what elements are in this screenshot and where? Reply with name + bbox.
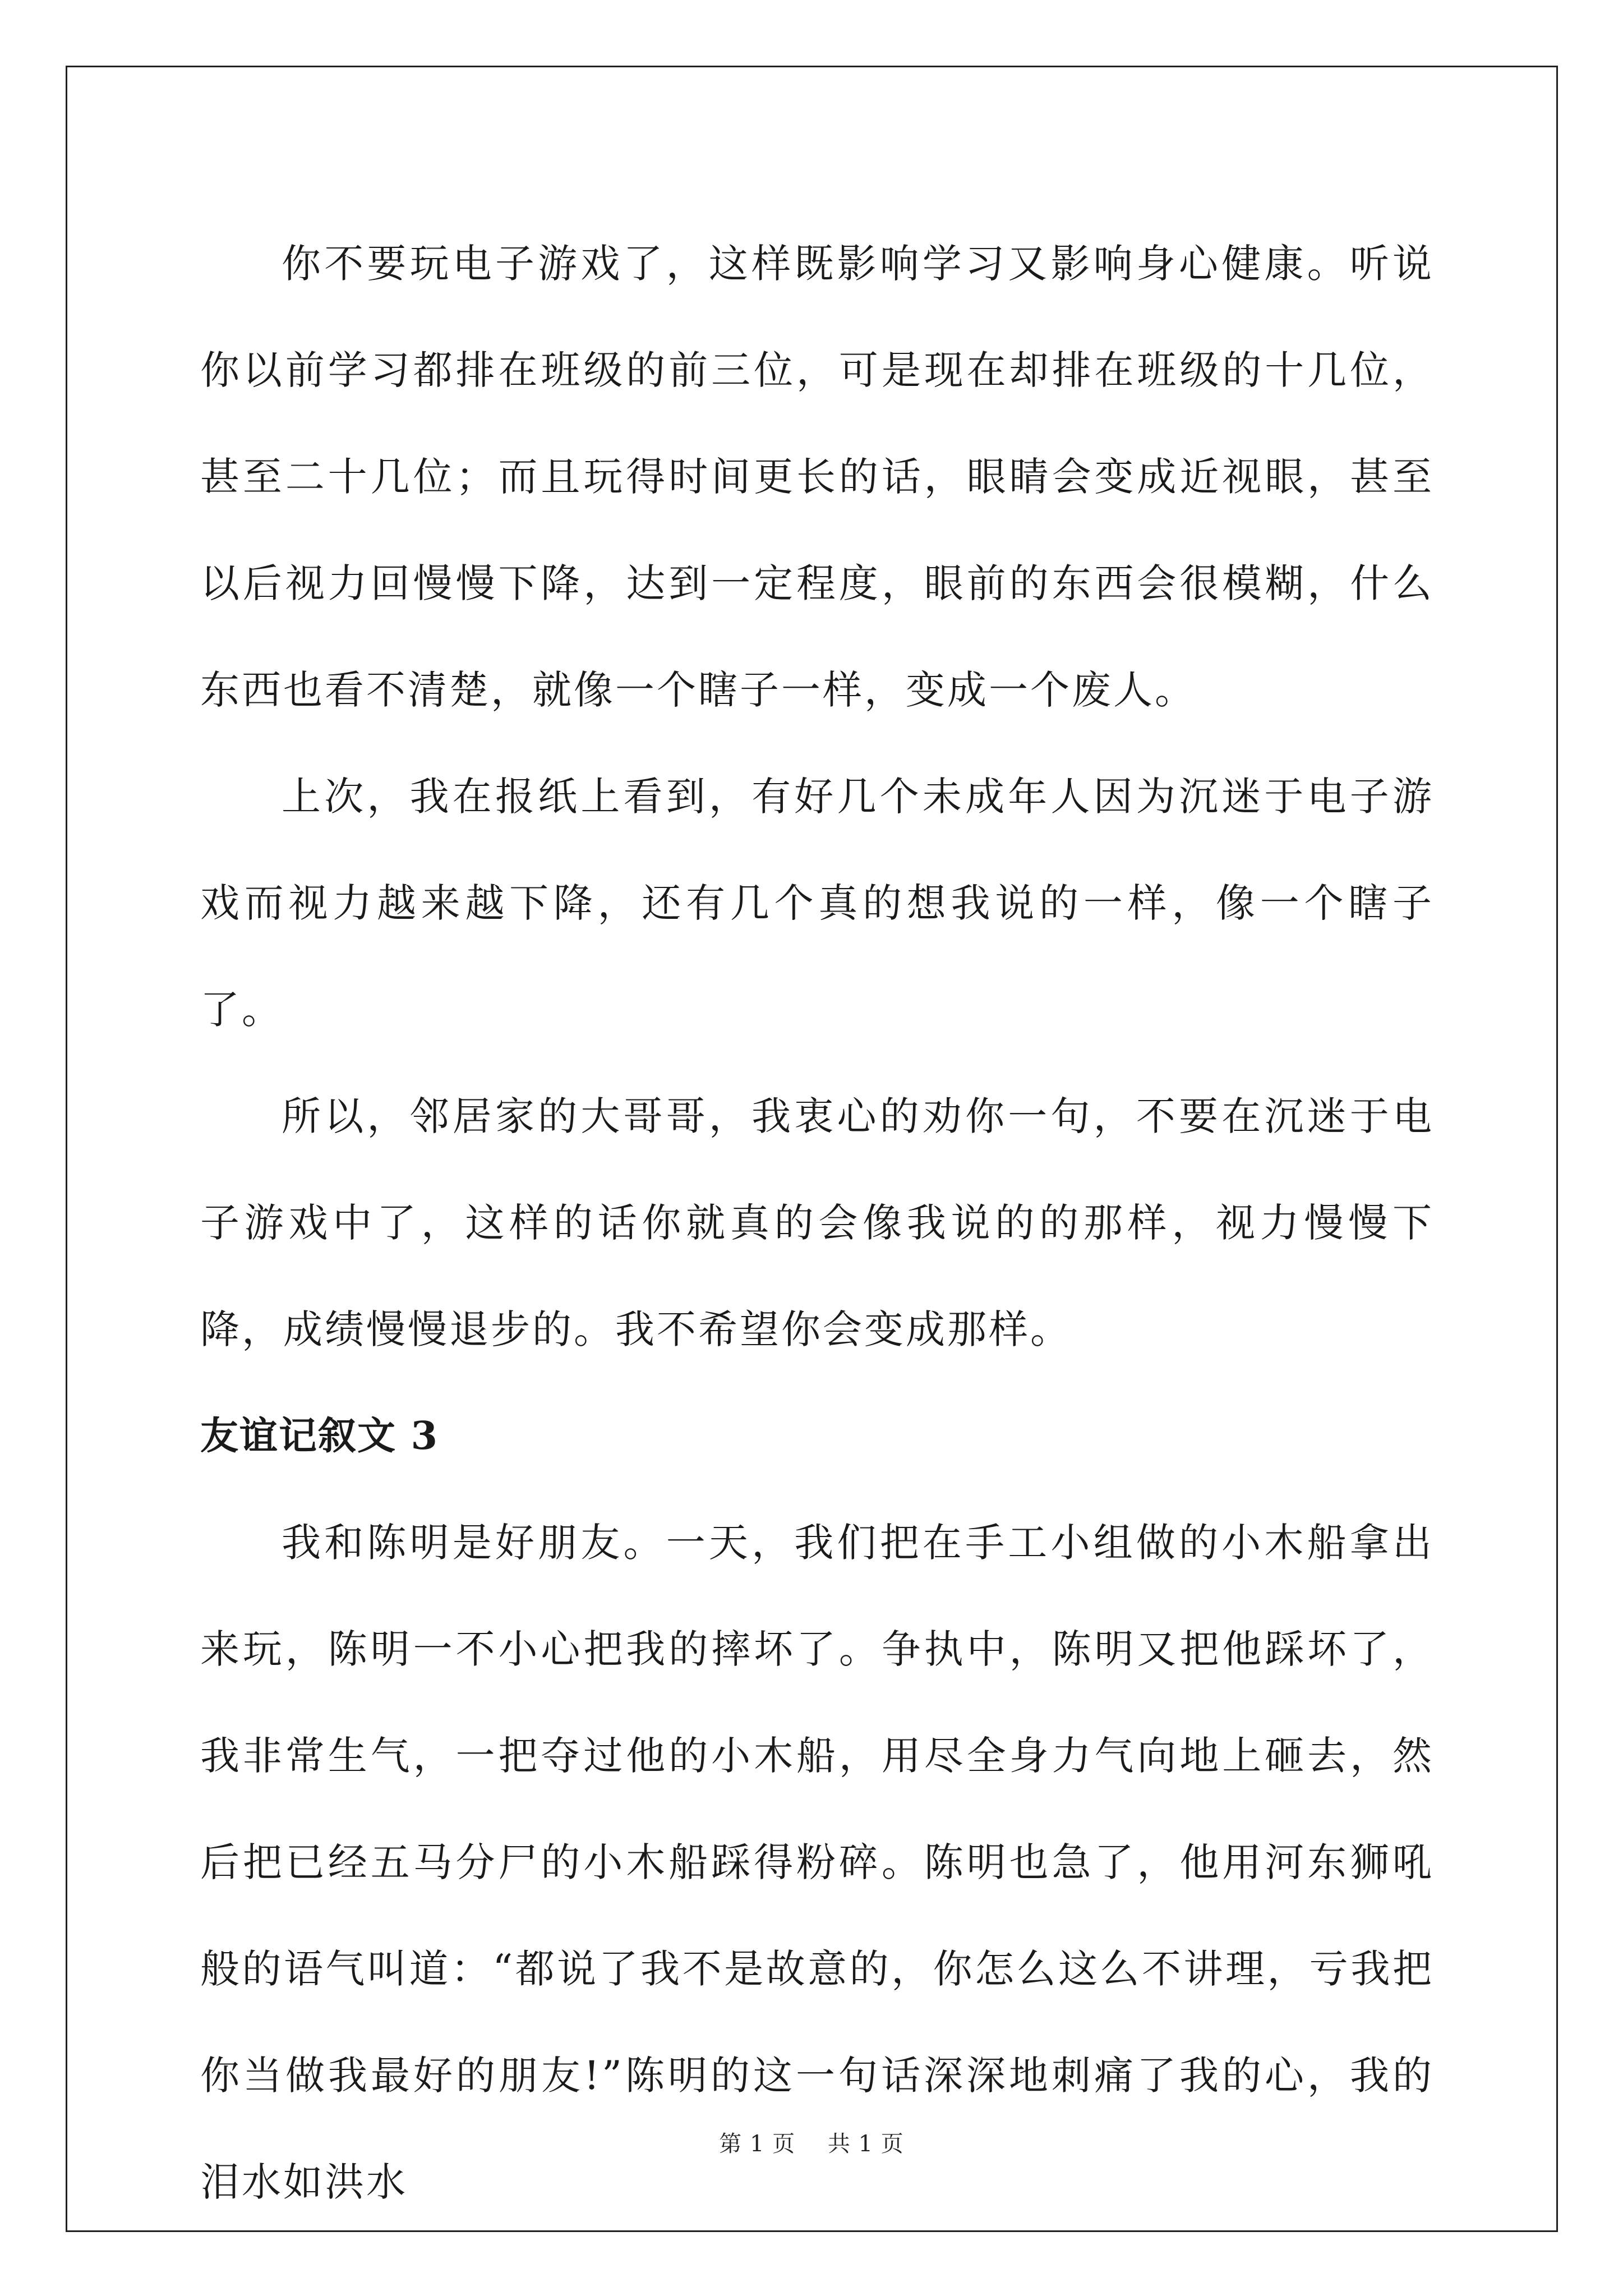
paragraph: 上次，我在报纸上看到，有好几个未成年人因为沉迷于电子游戏而视力越来越下降，还有几个真的想我说的一样，像一个瞎子了。 — [200, 774, 1434, 1033]
paragraph: 你不要玩电子游戏了，这样既影响学习又影响身心健康。听说你以前学习都排在班级的前三位，可是现在却排在班级的十几位，甚至二十几位；而且玩得时间更长的话，眼睛会变成近视眼，甚至以后视力回慢慢下降，达到一定程度，眼前的东西会很模糊，什么东西也看不清楚，就像一个瞎子一样，变成一个废人。 — [200, 241, 1434, 713]
paragraph: 所以，邻居家的大哥哥，我衷心的劝你一句，不要在沉迷于电子游戏中了，这样的话你就真的会像我说的的那样，视力慢慢下降，成绩慢慢退步的。我不希望你会变成那样。 — [200, 1093, 1434, 1352]
paragraph: 我和陈明是好朋友。一天，我们把在手工小组做的小木船拿出来玩，陈明一不小心把我的摔坏了。争执中，陈明又把他踩坏了，我非常生气，一把夺过他的小木船，用尽全身力气向地上砸去，然后把已经五马分尸的小木船踩得粉碎。陈明也急了，他用河东狮吼般的语气叫道：“都说了我不是故意的，你怎么这么不讲理，亏我把你当做我最好的朋友!”陈明的这一句话深深地刺痛了我的心，我的泪水如洪水 — [200, 1520, 1434, 2205]
section-title: 友谊记叙文 3 — [200, 1414, 439, 1458]
document-body — [200, 210, 1434, 2235]
page-footer — [0, 2126, 1623, 2158]
page-number: 第 1 页 — [719, 2131, 796, 2157]
page-total: 共 1 页 — [827, 2131, 904, 2157]
